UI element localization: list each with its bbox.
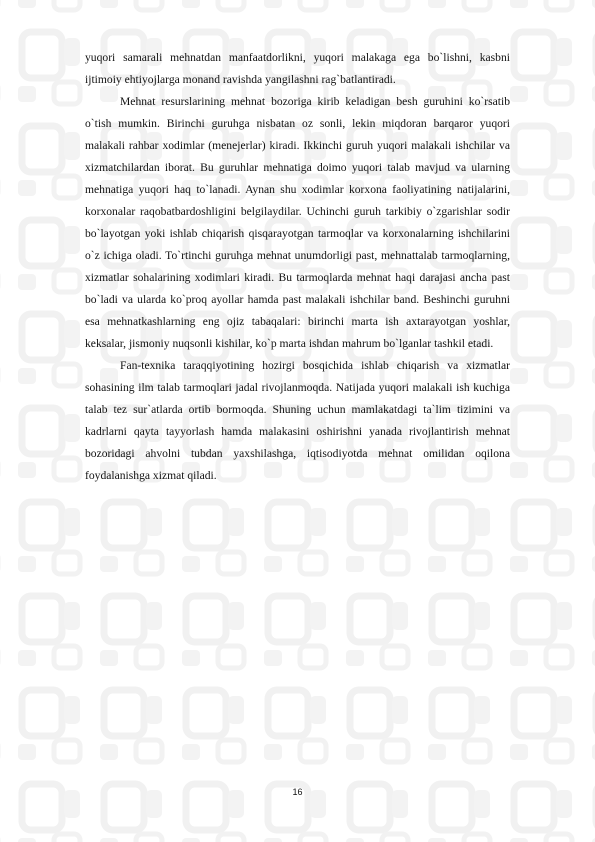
paragraph-continuation: yuqori samarali mehnatdan manfaatdorlikni, yuqori malakaga ega bo`lishni, kasbni ijtimoiy ehtiyojlarga monand ravishda yangilashni rag`batlantiradi.	[85, 51, 510, 86]
document-body	[85, 47, 510, 487]
paragraph-labor-groups: Mehnat resurslarining mehnat bozoriga kirib keladigan besh guruhini ko`rsatib o`tish mumkin. Birinchi guruhga nisbatan oz sonli, lekin miqdoran barqaror yuqori malakali rahbar xodimlar (menejerlar) kiradi. Ikkinchi guruh yuqori malakali ishchilar va xizmatchilardan iborat. Bu guruhlar mehnatiga doimo yuqori talab mavjud va ularning mehnatiga yuqori haq to`lanadi. Aynan shu xodimlar korxona faoliyatining natijalarini, korxonalar raqobatbardoshligini belgilaydilar. Uchinchi guruh tarkibiy o`zgarishlar sodir bo`layotgan yoki ishlab chiqarish qisqarayotgan tarmoqlar va korxonalarning ishchilarini o`z ichiga oladi. To`rtinchi guruhga mehnat unumdorligi past, mehnattalab tarmoqlarning, xizmatlar sohalarining xodimlari kiradi. Bu tarmoqlarda mehnat haqi darajasi ancha past bo`ladi va ularda ko`proq ayollar hamda past malakali ishchilar band. Beshinchi guruhni esa mehnatkashlarning eng ojiz tabaqalari: birinchi marta ish axtarayotgan yoshlar, keksalar, jismoniy nuqsonli kishilar, ko`p marta ishdan mahrum bo`lganlar tashkil etadi.	[85, 95, 510, 350]
paragraph-science-progress: Fan-texnika taraqqiyotining hozirgi bosqichida ishlab chiqarish va xizmatlar sohasining ilm talab tarmoqlari jadal rivojlanmoqda. Natijada yuqori malakali ish kuchiga talab tez sur`atlarda ortib bormoqda. Shuning uchun mamlakatdagi ta`lim tizimini va kadrlarni qayta tayyorlash hamda malakasini oshirishni yanada rivojlantirish mehnat bozoridagi ahvolni tubdan yaxshilashga, iqtisodiyotda mehnat omilidan oqilona foydalanishga xizmat qiladi.	[85, 359, 510, 482]
page-number: 16	[292, 787, 303, 797]
